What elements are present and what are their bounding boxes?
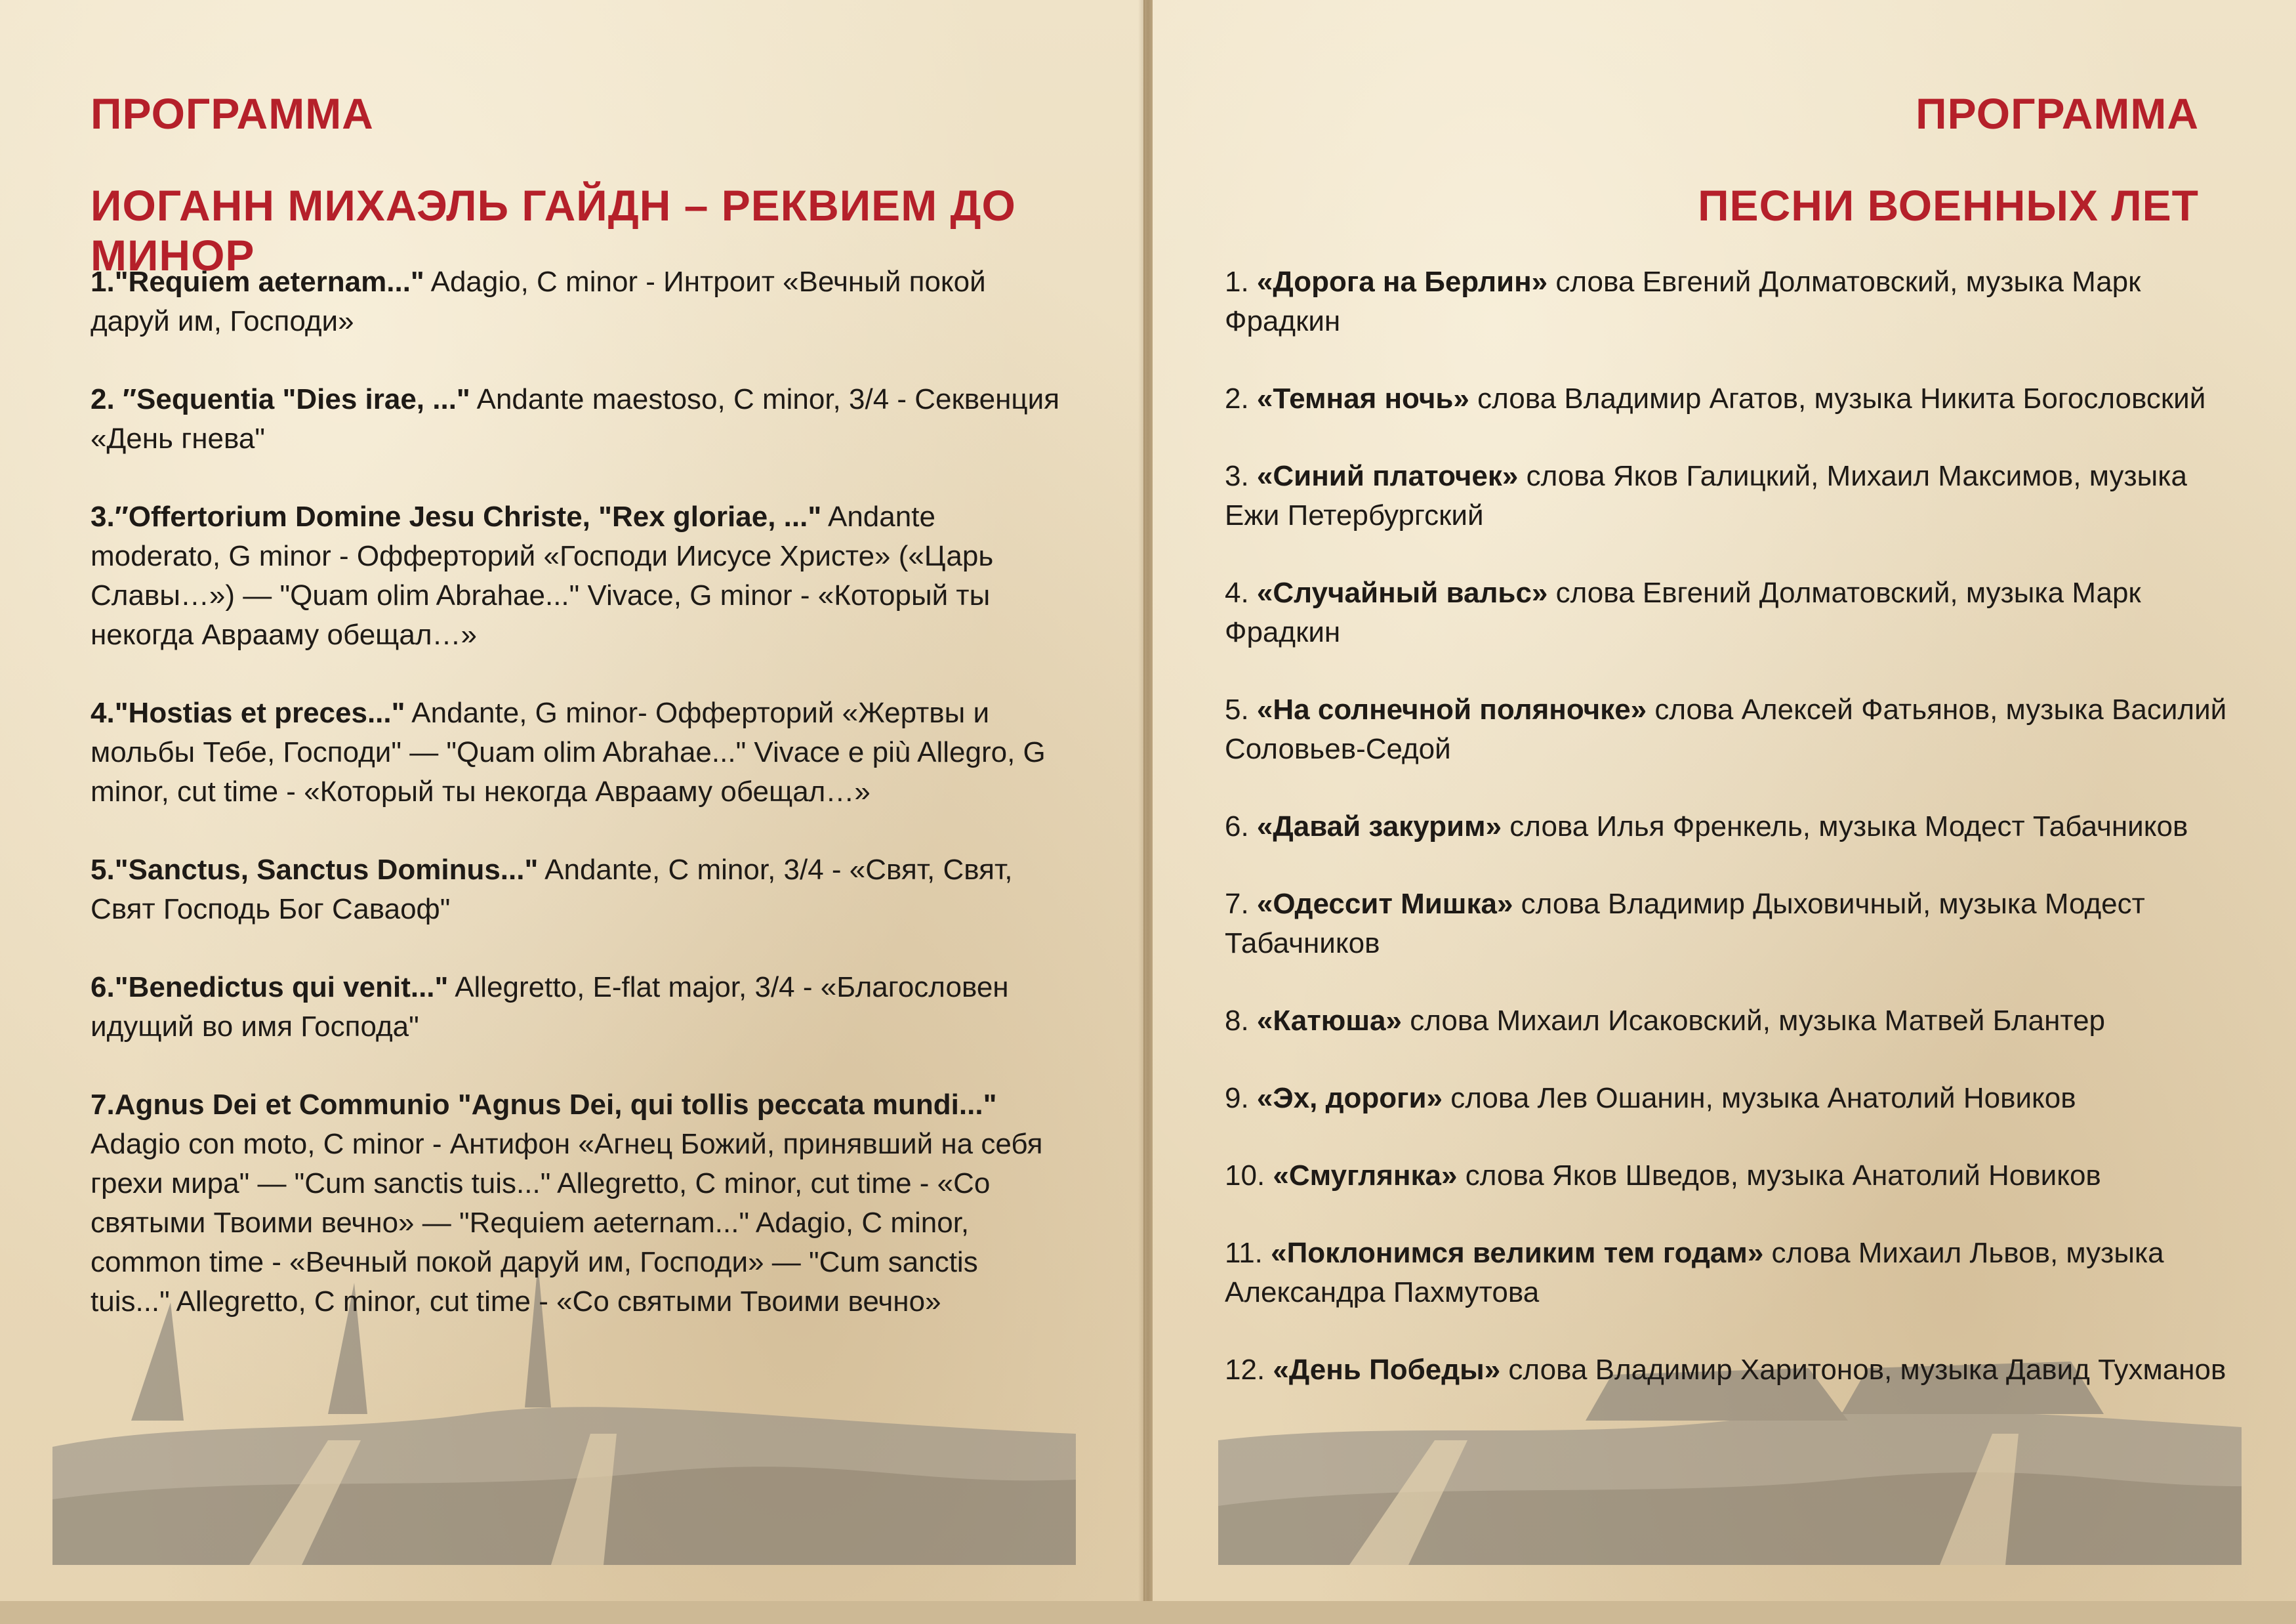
list-item	[1225, 573, 2242, 652]
song-title: «На солнечной поляночке»	[1256, 694, 1647, 726]
list-item	[1225, 885, 2242, 963]
list-item	[1225, 1350, 2242, 1390]
song-number: 6.	[1225, 810, 1257, 843]
song-number: 11.	[1225, 1237, 1271, 1269]
list-item	[1225, 1156, 2242, 1196]
song-title: «Случайный вальс»	[1256, 577, 1548, 609]
movement-details: Adagio, C minor - Интроит «Вечный покой даруй им, Господи»	[91, 266, 986, 337]
song-number: 2.	[1225, 383, 1257, 415]
song-number: 10.	[1225, 1159, 1273, 1192]
page-heading: ПРОГРАММА	[1916, 89, 2199, 138]
list-item	[1225, 262, 2242, 341]
song-credits: слова Лев Ошанин, музыка Анатолий Новиков	[1443, 1082, 2076, 1114]
list-item	[1225, 690, 2242, 769]
song-title: «Дорога на Берлин»	[1256, 266, 1548, 298]
song-credits: слова Михаил Исаковский, музыка Матвей Блантер	[1402, 1005, 2106, 1037]
movement-details: Adagio con moto, C minor - Антифон «Агнец Божий, принявший на себя грехи мира" — "Cum sanctis tuis..." Allegretto, C minor, cut time - «Со святыми Твоими вечно» — "Requiem aeternam..." Adagio, C minor, common time - «Вечный покой даруй им, Господи» — "Cum sanctis tuis..." Allegretto, C minor, cut time - «Со святыми Твоими вечно»	[91, 1128, 1043, 1318]
right-page	[1151, 0, 2296, 1624]
song-credits: слова Владимир Дыховичный, музыка Модест Табачников	[1225, 888, 2145, 959]
list-item	[91, 850, 1061, 929]
song-title: «Темная ночь»	[1256, 383, 1469, 415]
song-number: 3.	[1225, 460, 1257, 492]
list-item	[1225, 1001, 2242, 1041]
list-item	[1225, 379, 2242, 419]
movement-details: Andante, G minor- Офферторий «Жертвы и мольбы Тебе, Господи" — "Quam olim Abrahae..." Vivace e più Allegro, G minor, cut time - «Который ты некогда Аврааму обещал…»	[91, 697, 1046, 808]
list-item	[91, 497, 1061, 655]
list-item	[1225, 1234, 2242, 1312]
song-title: «День Победы»	[1273, 1354, 1501, 1386]
song-number: 5.	[1225, 694, 1257, 726]
song-number: 12.	[1225, 1354, 1273, 1386]
requiem-program-list	[91, 262, 1061, 1360]
section-title: ПЕСНИ ВОЕННЫХ ЛЕТ	[1698, 181, 2199, 230]
song-number: 7.	[1225, 888, 1257, 920]
movement-title: 1."Requiem aeternam..."	[91, 266, 424, 298]
song-credits: слова Владимир Агатов, музыка Никита Богословский	[1469, 383, 2206, 415]
song-credits: слова Владимир Харитонов, музыка Давид Тухманов	[1500, 1354, 2226, 1386]
war-songs-list	[1225, 262, 2242, 1428]
movement-details: Andante maestoso, C minor, 3/4 - Секвенция «День гнева"	[91, 383, 1060, 455]
page-bottom-edge	[0, 1601, 2296, 1624]
page-heading: ПРОГРАММА	[91, 89, 374, 138]
list-item	[91, 968, 1061, 1047]
song-title: «Поклонимся великим тем годам»	[1271, 1237, 1764, 1269]
song-number: 8.	[1225, 1005, 1257, 1037]
list-item	[91, 262, 1061, 341]
movement-title: 7.Agnus Dei et Communio "Agnus Dei, qui tollis peccata mundi..."	[91, 1089, 997, 1121]
song-title: «Катюша»	[1256, 1005, 1402, 1037]
song-number: 1.	[1225, 266, 1257, 298]
list-item	[91, 1085, 1061, 1322]
movement-title: 3.″Offertorium Domine Jesu Christe, "Rex gloriae, ..."	[91, 501, 822, 533]
song-title: «Давай закурим»	[1256, 810, 1502, 843]
left-page	[0, 0, 1145, 1624]
song-credits: слова Яков Шведов, музыка Анатолий Новиков	[1457, 1159, 2101, 1192]
song-credits: слова Евгений Долматовский, музыка Марк Фрадкин	[1225, 266, 2141, 337]
list-item	[1225, 807, 2242, 846]
movement-details: Andante, C minor, 3/4 - «Свят, Свят, Свят Господь Бог Саваоф"	[91, 854, 1013, 925]
movement-title: 4."Hostias et preces..."	[91, 697, 405, 729]
song-title: «Смуглянка»	[1273, 1159, 1458, 1192]
song-credits: слова Илья Френкель, музыка Модест Табачников	[1502, 810, 2188, 843]
movement-details: Allegretto, E-flat major, 3/4 - «Благословен идущий во имя Господа"	[91, 971, 1009, 1043]
song-title: «Эх, дороги»	[1256, 1082, 1443, 1114]
song-number: 4.	[1225, 577, 1257, 609]
movement-title: 5."Sanctus, Sanctus Dominus..."	[91, 854, 539, 886]
list-item	[91, 694, 1061, 812]
song-title: «Синий платочек»	[1256, 460, 1519, 492]
composition-title: ИОГАНН МИХАЭЛЬ ГАЙДН – РЕКВИЕМ ДО МИНОР	[91, 181, 1016, 280]
list-item	[1225, 457, 2242, 535]
movement-title: 6."Benedictus qui venit..."	[91, 971, 449, 1003]
song-credits: слова Яков Галицкий, Михаил Максимов, музыка Ежи Петербургский	[1225, 460, 2187, 531]
song-credits: слова Алексей Фатьянов, музыка Василий Соловьев-Седой	[1225, 694, 2227, 765]
list-item	[91, 380, 1061, 459]
movement-title: 2. ″Sequentia "Dies irae, ..."	[91, 383, 470, 415]
song-credits: слова Евгений Долматовский, музыка Марк Фрадкин	[1225, 577, 2141, 648]
song-credits: слова Михаил Львов, музыка Александра Пахмутова	[1225, 1237, 2164, 1308]
movement-details: Andante moderato, G minor - Офферторий «Господи Иисусе Христе» («Царь Славы…») — "Quam olim Abrahae..." Vivace, G minor - «Который ты некогда Аврааму обещал…»	[91, 501, 994, 651]
song-number: 9.	[1225, 1082, 1257, 1114]
song-title: «Одессит Мишка»	[1256, 888, 1513, 920]
list-item	[1225, 1079, 2242, 1118]
